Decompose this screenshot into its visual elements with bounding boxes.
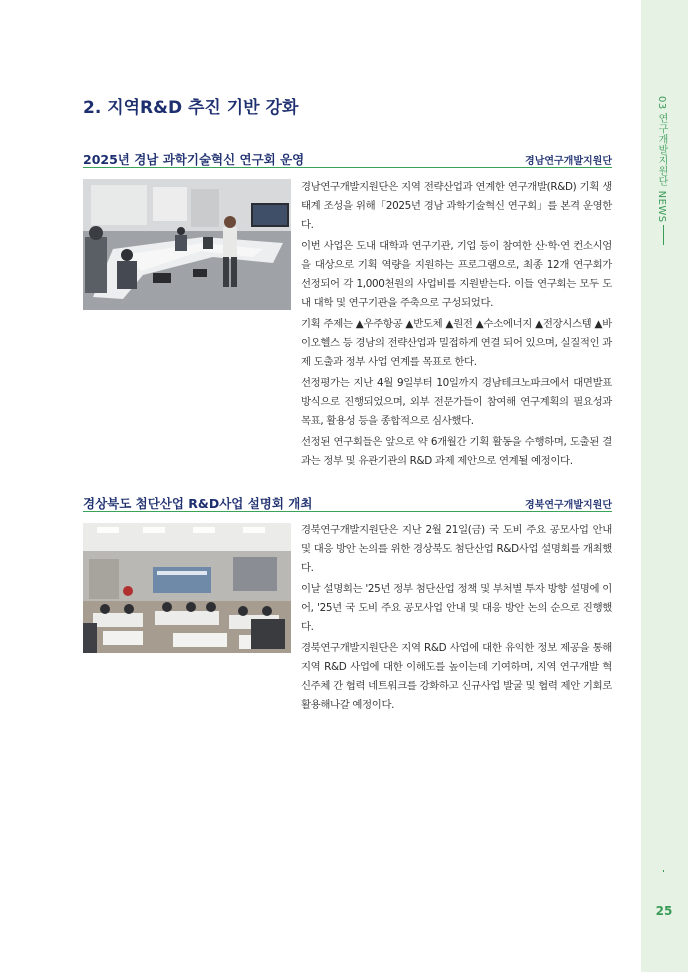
meeting-photo-icon	[83, 179, 291, 310]
page-title: 2. 지역R&D 추진 기반 강화	[83, 98, 299, 118]
section-label: 03 연구개발지원단 NEWS	[656, 96, 667, 223]
article-org: 경남연구개발지원단	[525, 156, 612, 167]
divider	[663, 225, 664, 245]
divider	[83, 511, 612, 512]
article-title: 경상북도 첨단산업 R&D사업 설명회 개최	[83, 496, 313, 511]
article-paragraph: 경북연구개발지원단은 지난 2월 21일(금) 국 도비 주요 공모사업 안내 및 대응 방안 논의를 위한 경상북도 첨단산업 R&D사업 설명회를 개최했다.	[301, 524, 612, 574]
article-paragraph: 경남연구개발지원단은 지역 전략산업과 연계한 연구개발(R&D) 기획 생태계 조성을 위해「2025년 경남 과학기술혁신 연구회」를 본격 운영한다.	[301, 181, 612, 231]
divider	[83, 167, 612, 168]
article-title: 2025년 경남 과학기술혁신 연구회 운영	[83, 152, 305, 167]
divider	[663, 870, 664, 872]
article-paragraph: 경북연구개발지원단은 지역 R&D 사업에 대한 유익한 정보 제공을 통해 지역 R&D 사업에 대한 이해도를 높이는데 기여하며, 지역 연구개발 혁신주체 간 협력 네트워크를 강화하고 신규사업 발굴 및 협력 제안 기회로 활용해나갈 예정이다.	[301, 642, 612, 711]
article-body	[301, 521, 612, 717]
article-paragraph: 선정된 연구회들은 앞으로 약 6개월간 기획 활동을 수행하며, 도출된 결과는 정부 및 유관기관의 R&D 과제 제안으로 연계될 예정이다.	[301, 436, 612, 467]
page-number: 25	[655, 904, 673, 918]
article-paragraph: 기획 주제는 ▲우주항공 ▲반도체 ▲원전 ▲수소에너지 ▲전장시스템 ▲바이오헬스 등 경남의 전략산업과 밀접하게 연결 되어 있으며, 실질적인 과제 도출과 정부 사업 연계를 목표로 한다.	[301, 318, 612, 368]
article-paragraph: 이날 설명회는 '25년 정부 첨단산업 정책 및 부처별 투자 방향 설명에 이어, '25년 국 도비 주요 공모사업 안내 및 대응 방안 논의 순으로 진행했다.	[301, 583, 612, 633]
briefing-photo	[83, 523, 291, 653]
article-paragraph: 선정평가는 지난 4월 9일부터 10일까지 경남테크노파크에서 대면발표 방식으로 진행되었으며, 외부 전문가들이 참여해 연구계획의 필요성과 목표, 활용성 등을 종합적으로 심사했다.	[301, 377, 612, 427]
article-body	[301, 178, 612, 473]
article-paragraph: 이번 사업은 도내 대학과 연구기관, 기업 등이 참여한 산·학·연 컨소시엄을 대상으로 기획 역량을 지원하는 프로그램으로, 최종 12개 연구회가 선정되어 각 1,000천원의 사업비를 지원받는다. 이들 연구회는 모두 도내 대학 및 연구기관을 주축으로 구성되었다.	[301, 240, 612, 309]
meeting-photo	[83, 179, 291, 310]
briefing-photo-icon	[83, 523, 291, 653]
article-org: 경북연구개발지원단	[525, 500, 612, 511]
